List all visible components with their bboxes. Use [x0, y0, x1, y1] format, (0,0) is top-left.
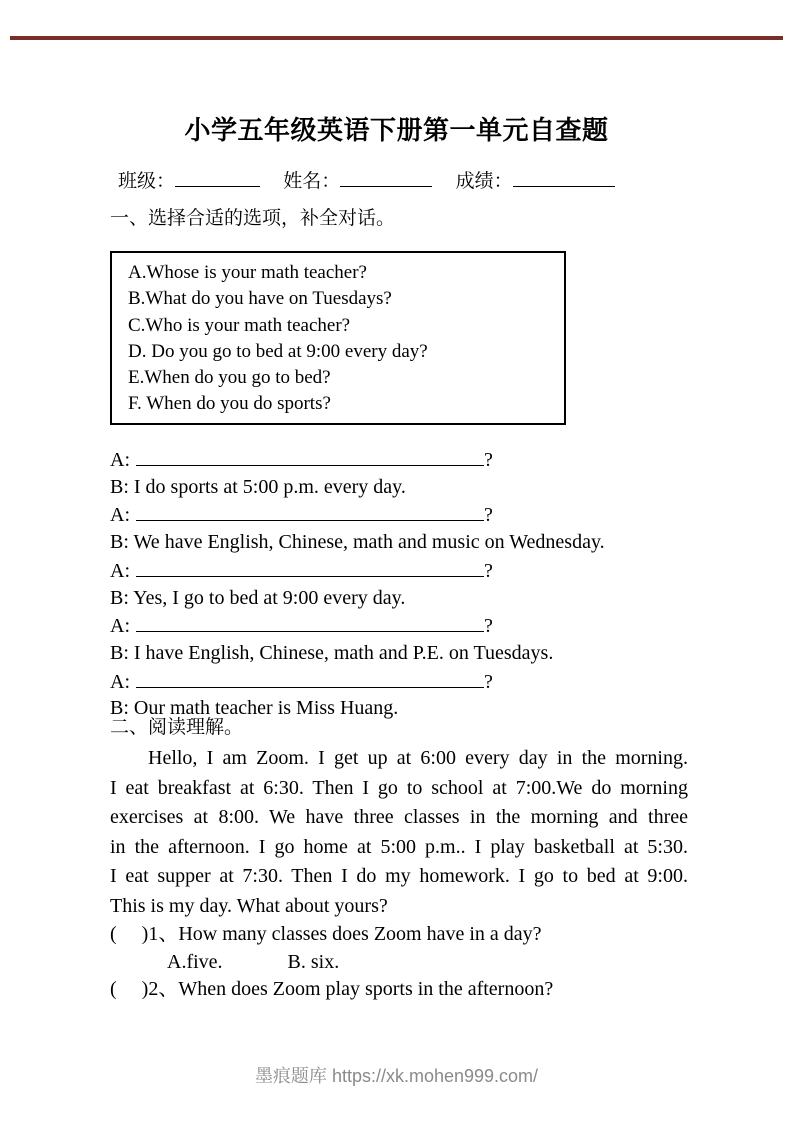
option-item-a: A.Whose is your math teacher? [128, 262, 367, 283]
option-item-d: D. Do you go to bed at 9:00 every day? [128, 340, 428, 362]
comprehension-questions [110, 921, 730, 1004]
class-field [118, 166, 260, 193]
option-item-b: B.What do you have on Tuesdays? [128, 288, 392, 310]
question-mark: ? [484, 504, 493, 527]
passage-line: exercises at 8:00. We have three classes in the morning and three [110, 806, 688, 829]
class-field-label: 班级： [118, 171, 176, 192]
speaker-a-label: A: [110, 559, 130, 582]
answer-blank-line-5 [136, 667, 484, 688]
dialogue-line-a-4 [110, 611, 730, 640]
dialogue-line-a-3 [110, 556, 730, 585]
dialogue-line-a-2 [110, 500, 730, 529]
dialogue-line-b-4: B: I have English, Chinese, math and P.E. on Tuesdays. [110, 641, 554, 664]
speaker-a-label: A: [110, 504, 130, 527]
speaker-a-label: A: [110, 615, 130, 638]
answer-blank-line-3 [136, 556, 484, 577]
score-field-blank [513, 167, 615, 187]
speaker-a-label: A: [110, 449, 130, 471]
name-field [283, 166, 432, 193]
answer-choice-a: A.five. [167, 950, 223, 973]
answer-options-box [110, 251, 566, 425]
score-field-label: 成绩： [455, 171, 513, 192]
passage-line: I eat breakfast at 6:30. Then I go to school at 7:00.We do morning [110, 776, 688, 799]
watermark-footer: 墨痕题库 https://xk.mohen999.com/ [254, 1066, 539, 1086]
passage-line: This is my day. What about yours? [110, 894, 388, 917]
section-2-heading: 二、阅读理解。 [110, 717, 244, 738]
student-info-row [118, 166, 633, 193]
score-field [456, 166, 615, 193]
question-mark: ? [484, 615, 493, 638]
question-mark: ? [484, 449, 493, 471]
dialogue-line-b-2: B: We have English, Chinese, math and music on Wednesday. [110, 531, 605, 554]
option-item-e: E.When do you go to bed? [128, 367, 331, 389]
dialogue-line-a-1 [110, 445, 730, 474]
passage-line: Hello, I am Zoom. I get up at 6:00 every day in the morning. [148, 747, 688, 769]
dialogue-line-b-1: B: I do sports at 5:00 p.m. every day. [110, 475, 406, 498]
speaker-a-label: A: [110, 670, 130, 693]
section-1-heading: 一、选择合适的选项，补全对话。 [110, 208, 396, 229]
answer-blank-line-4 [136, 611, 484, 632]
class-field-blank [175, 167, 260, 187]
dialogue-line-b-5: B: Our math teacher is Miss Huang. [110, 697, 399, 720]
passage-line: I eat supper at 7:30. Then I do my homework. I go to bed at 9:00. [110, 865, 688, 888]
answer-blank-line-2 [136, 500, 484, 521]
reading-passage [110, 744, 688, 922]
answer-blank-line-1 [136, 445, 484, 466]
option-item-f: F. When do you do sports? [128, 393, 331, 415]
answer-choice-b: B. six. [287, 950, 340, 973]
dialogue-line-b-3: B: Yes, I go to bed at 9:00 every day. [110, 586, 406, 609]
dialogue-block [110, 445, 730, 722]
question-mark: ? [484, 559, 493, 582]
worksheet-title: 小学五年级英语下册第一单元自查题 [184, 115, 609, 145]
name-field-blank [340, 167, 432, 187]
question-2: ( )2、When does Zoom play sports in the afternoon? [110, 978, 554, 1000]
top-divider-line [10, 36, 783, 40]
passage-line: in the afternoon. I go home at 5:00 p.m.. I play basketball at 5:30. [110, 835, 688, 858]
question-mark: ? [484, 670, 493, 693]
name-field-label: 姓名： [283, 171, 341, 192]
question-1: ( )1、How many classes does Zoom have in a day? [110, 923, 542, 945]
option-item-c: C.Who is your math teacher? [128, 314, 351, 336]
dialogue-line-a-5 [110, 667, 730, 696]
question-1-choices [110, 949, 730, 977]
